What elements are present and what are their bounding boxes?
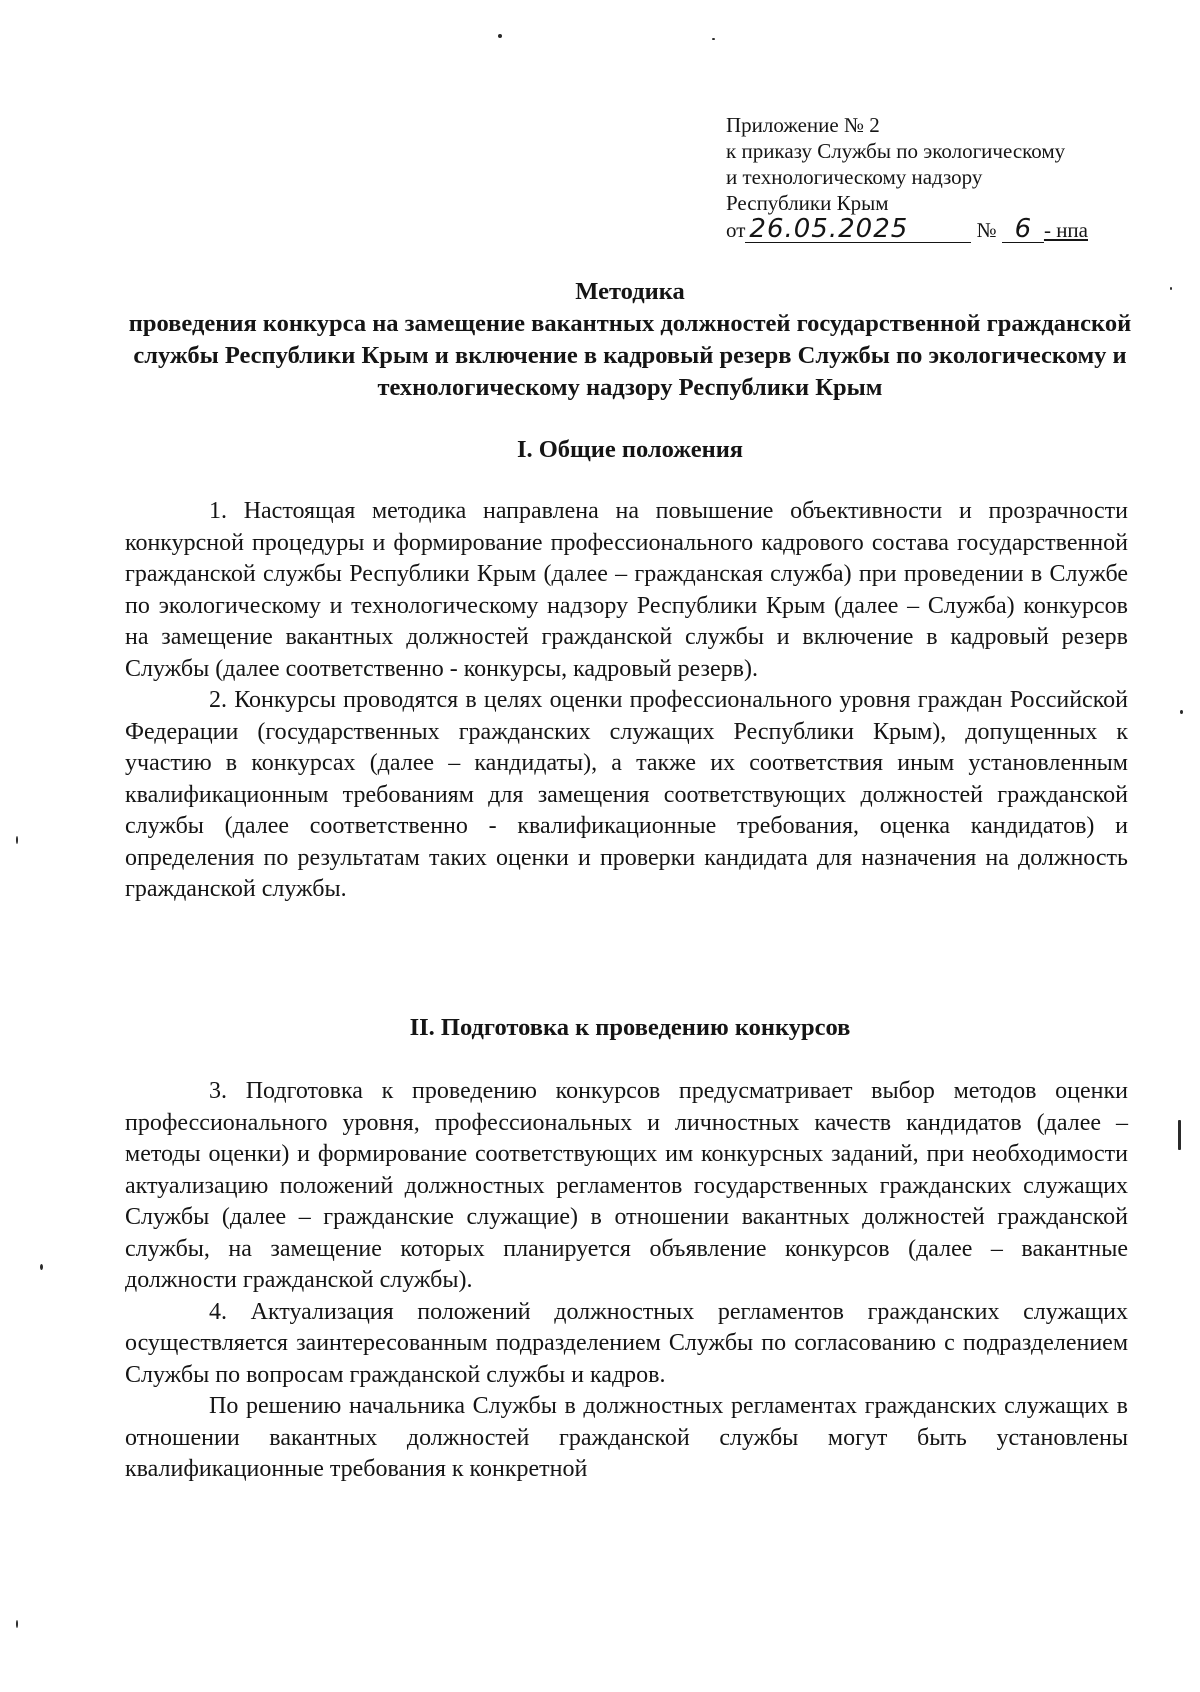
appendix-line: и технологическому надзору: [726, 165, 983, 189]
handwritten-date: 26.05.2025: [745, 216, 971, 243]
date-prefix: от: [726, 218, 746, 242]
handwritten-number: 6: [1002, 216, 1044, 243]
paragraph-2: 2. Конкурсы проводятся в целях оценки профессионального уровня граждан Российской Федерации (государственных гражданских служащих Республики Крым), допущенных к участию в конкурсах (далее – кандидаты), а также их соответствия иным установленным квалификационным требованиям для замещения соответствующих должностей гражданской службы (далее соответственно - квалификационные требования, оценка кандидатов) и определения по результатам таких оценки и проверки кандидата для назначения на должность гражданской службы.: [125, 687, 1128, 902]
paragraph-1: 1. Настоящая методика направлена на повышение объективности и прозрачности конкурсной процедуры и формирование профессионального кадрового состава государственной гражданской службы Республики Крым (далее – гражданская служба) при проведении в Службе по экологическому и технологическому надзору Республики Крым (далее – Служба) конкурсов на замещение вакантных должностей гражданской службы и включение в кадровый резерв Службы (далее соответственно - конкурсы, кадровый резерв).: [125, 498, 1128, 682]
scan-speck: [498, 34, 502, 38]
document-subtitle: проведения конкурса на замещение вакантных должностей государственной гражданской службы Республики Крым и включение в кадровый резерв Службы по экологическому и технологическому надзору Республики Крым: [128, 310, 1132, 401]
number-prefix: №: [976, 218, 997, 242]
section-heading-preparation: II. Подготовка к проведению конкурсов: [409, 1014, 851, 1041]
scan-speck: [1170, 287, 1172, 290]
paragraph-4: 4. Актуализация положений должностных регламентов гражданских служащих осуществляется заинтересованным подразделением Службы по согласованию с подразделением Службы по вопросам гражданской службы и кадров.: [125, 1298, 1128, 1388]
scan-speck: [16, 1620, 18, 1628]
appendix-line: к приказу Службы по экологическому: [726, 139, 1066, 163]
appendix-line: Республики Крым: [726, 191, 889, 215]
paragraph-3: 3. Подготовка к проведению конкурсов предусматривает выбор методов оценки профессионального уровня, профессиональных и личностных качеств кандидатов (далее – методы оценки) и формирование соответствующих им конкурсных заданий, при необходимости актуализацию положений должностных регламентов государственных гражданских служащих Службы (далее – гражданские служащие) в отношении вакантных должностей гражданской службы, на замещение которых планируется объявление конкурсов (далее – вакантные должности гражданской службы).: [125, 1078, 1128, 1293]
section-general-body: [125, 496, 1128, 906]
section-preparation-body: [125, 1076, 1128, 1486]
scan-speck: [1180, 710, 1183, 714]
appendix-line: Приложение № 2: [726, 113, 880, 137]
document-title: Методика: [575, 278, 685, 305]
scan-speck: [40, 1264, 43, 1270]
scan-speck: [16, 836, 18, 844]
number-suffix: - нпа: [1043, 218, 1088, 242]
scan-speck: [1178, 1120, 1181, 1150]
section-heading-general: I. Общие положения: [516, 436, 744, 463]
order-date-line: [726, 216, 1146, 243]
appendix-header: [726, 112, 1146, 243]
scan-speck: [712, 38, 715, 40]
paragraph-5: По решению начальника Службы в должностных регламентах гражданских служащих в отношении вакантных должностей гражданской службы могут быть установлены квалификационные требования к конкретной: [125, 1393, 1128, 1482]
